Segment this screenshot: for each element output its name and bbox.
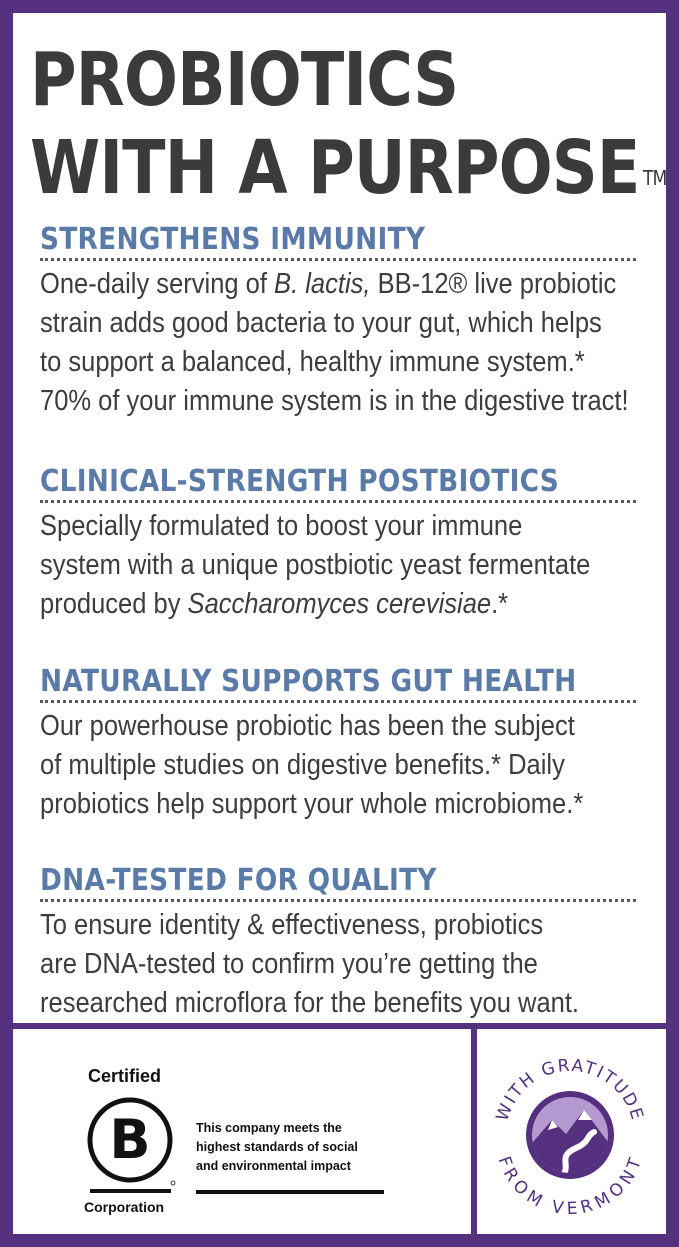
- section-clinical-strength-postbiotics: [40, 464, 636, 624]
- bcorp-letter: B: [109, 1108, 151, 1171]
- title-line-2: [30, 124, 667, 212]
- bcorp-underline: [196, 1190, 384, 1194]
- title-line-1: PROBIOTICS: [30, 37, 459, 123]
- vermont-gratitude-badge: [490, 1040, 650, 1225]
- section-body: [40, 265, 647, 421]
- body-line: researched microflora for the benefits you want.: [40, 987, 580, 1019]
- emphasis-species: Saccharomyces cerevisiae: [187, 588, 492, 620]
- bcorp-statement-line: highest standards of social: [196, 1140, 358, 1154]
- section-heading: CLINICAL-STRENGTH POSTBIOTICS: [40, 464, 560, 499]
- bcorp-statement: [196, 1119, 358, 1176]
- page-title: [30, 36, 667, 212]
- dotted-divider: [40, 700, 636, 703]
- body-line: system with a unique postbiotic yeast fermentate: [40, 549, 591, 581]
- trademark-mark: TM: [642, 166, 667, 190]
- bcorp-statement-line: This company meets the: [196, 1121, 342, 1135]
- dotted-divider: [40, 258, 636, 261]
- section-strengthens-immunity: [40, 222, 636, 421]
- section-body: [40, 507, 647, 624]
- section-naturally-supports-gut-health: [40, 664, 636, 824]
- section-body: [40, 906, 647, 1023]
- section-heading: DNA-TESTED FOR QUALITY: [40, 863, 437, 898]
- bcorp-logo-icon: [85, 1094, 177, 1194]
- bcorp-certified-label: Certified: [88, 1066, 162, 1086]
- body-line: to support a balanced, healthy immune system.*: [40, 346, 585, 378]
- section-heading: NATURALLY SUPPORTS GUT HEALTH: [40, 664, 577, 699]
- emphasis-b-lactis: B. lactis,: [274, 268, 371, 300]
- body-line: Specially formulated to boost your immune: [40, 510, 523, 542]
- section-body: [40, 707, 647, 824]
- body-line: Our powerhouse probiotic has been the subject: [40, 710, 575, 742]
- bcorp-statement-line: and environmental impact: [196, 1159, 351, 1173]
- section-heading: STRENGTHENS IMMUNITY: [40, 222, 426, 257]
- body-line: probiotics help support your whole microbiome.*: [40, 788, 584, 820]
- body-line: To ensure identity & effectiveness, probiotics: [40, 909, 544, 941]
- dotted-divider: [40, 899, 636, 902]
- title-line-2-text: WITH A PURPOSE: [30, 125, 640, 211]
- body-line: strain adds good bacteria to your gut, which helps: [40, 307, 602, 339]
- body-line: produced by Saccharomyces cerevisiae.*: [40, 588, 509, 620]
- dotted-divider: [40, 500, 636, 503]
- body-line: of multiple studies on digestive benefits.* Daily: [40, 749, 565, 781]
- section-dna-tested-for-quality: [40, 863, 636, 1023]
- body-line: are DNA-tested to confirm you’re getting the: [40, 948, 538, 980]
- badge-bottom-text: FROM VERMONT: [493, 1153, 647, 1220]
- body-line: 70% of your immune system is in the digestive tract!: [40, 385, 629, 417]
- bottom-panel-divider: [13, 1023, 666, 1029]
- badge-top-text: WITH GRATITUDE: [492, 1055, 648, 1124]
- body-line: One-daily serving of B. lactis, BB-12® live probiotic: [40, 268, 617, 300]
- bottom-panel-split: [471, 1023, 477, 1247]
- bcorp-corporation-label: Corporation: [84, 1199, 165, 1215]
